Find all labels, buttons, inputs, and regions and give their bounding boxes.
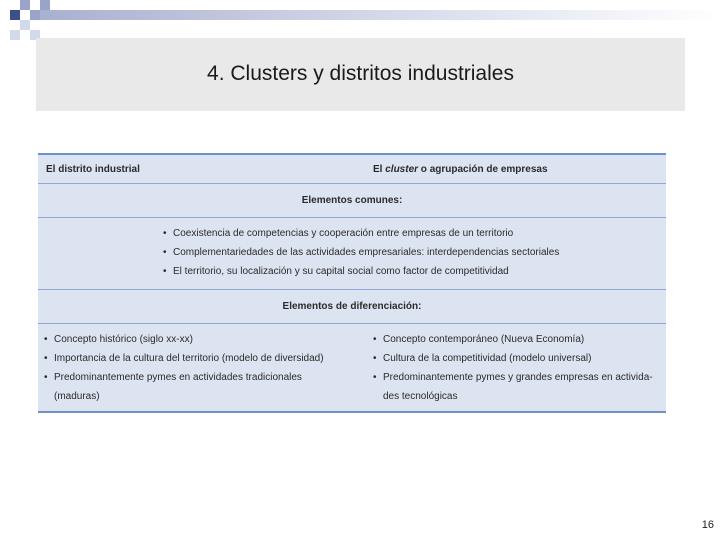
deco-square	[20, 20, 30, 30]
list-item-text: Concepto histórico (siglo xx-xx)	[54, 334, 193, 345]
list-item	[373, 330, 663, 349]
deco-square	[40, 0, 50, 10]
list-item	[44, 330, 364, 349]
deco-square	[10, 10, 20, 20]
list-item-text: Predominantemente pymes en actividades tradicionales	[54, 372, 302, 383]
bullet: •	[44, 334, 48, 345]
bullet: •	[163, 228, 167, 239]
bullet: •	[373, 334, 377, 345]
common-list	[38, 218, 666, 290]
header-district: El distrito industrial	[46, 164, 140, 175]
bullet: •	[163, 266, 167, 277]
list-item-text: Concepto contemporáneo (Nueva Economía)	[383, 334, 585, 345]
cluster-column	[373, 330, 663, 406]
list-item-text: Cultura de la competitividad (modelo universal)	[383, 353, 592, 364]
diff-list	[38, 324, 666, 413]
list-item-continuation: des tecnológicas	[383, 391, 458, 402]
diff-heading: Elementos de diferenciación:	[38, 290, 666, 324]
header-cluster-pre: El	[373, 164, 386, 175]
bullet: •	[44, 372, 48, 383]
deco-square	[10, 30, 20, 40]
bullet: •	[44, 353, 48, 364]
page-number: 16	[701, 519, 714, 531]
header-gradient-bar	[40, 10, 720, 20]
deco-square	[20, 0, 30, 10]
common-heading: Elementos comunes:	[38, 184, 666, 218]
title-box	[36, 38, 685, 111]
comparison-table	[38, 153, 666, 413]
list-item	[44, 349, 364, 368]
list-item-continuation: (maduras)	[54, 391, 100, 402]
list-item	[163, 262, 666, 281]
list-item-text: Predominantemente pymes y grandes empresas en activida-	[383, 372, 653, 383]
list-item	[373, 349, 663, 368]
list-item	[163, 243, 666, 262]
bullet: •	[163, 247, 167, 258]
header-cluster	[373, 164, 548, 175]
slide-title: 4. Clusters y distritos industriales	[207, 62, 514, 85]
header-cluster-em: cluster	[385, 164, 419, 175]
deco-square	[30, 10, 40, 20]
header-cluster-post: o agrupación de empresas	[418, 164, 548, 175]
bullet: •	[373, 353, 377, 364]
list-item	[163, 224, 666, 243]
table-header-row	[38, 153, 666, 184]
list-item	[373, 368, 663, 387]
list-item-text: El territorio, su localización y su capital social como factor de competitividad	[173, 266, 509, 277]
list-item	[44, 368, 364, 387]
list-item-text: Coexistencia de competencias y cooperación entre empresas de un territorio	[173, 228, 514, 239]
list-item-text: Importancia de la cultura del territorio (modelo de diversidad)	[54, 353, 324, 364]
bullet: •	[373, 372, 377, 383]
list-item-text: Complementariedades de las actividades empresariales: interdependencias sectoriales	[173, 247, 560, 258]
district-column	[44, 330, 364, 406]
